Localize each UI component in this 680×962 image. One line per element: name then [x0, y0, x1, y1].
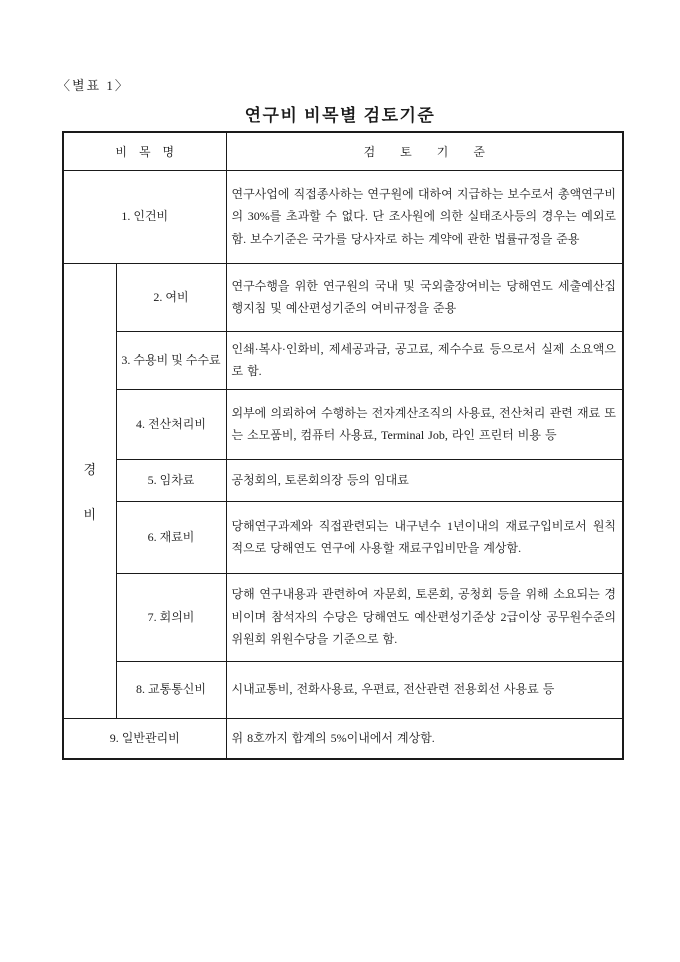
group-label-char: 경 — [83, 461, 97, 477]
item-name-cell: 7. 회의비 — [116, 573, 226, 661]
table-row — [63, 501, 623, 573]
table-row — [63, 389, 623, 459]
group-label-cell — [63, 263, 116, 718]
criteria-cell: 당해 연구내용과 관련하여 자문회, 토론회, 공청회 등을 위해 소요되는 경비이며 참석자의 수당은 당해연도 예산편성기준상 2급이상 공무원수준의 위원회 위원수당을 기준으로 함. — [226, 573, 623, 661]
criteria-cell: 당해연구과제와 직접관련되는 내구년수 1년이내의 재료구입비로서 원칙적으로 당해연도 연구에 사용할 재료구입비만을 계상함. — [226, 501, 623, 573]
table-header-row — [63, 132, 623, 170]
group-label-expenses — [64, 459, 116, 523]
header-review-criteria: 검 토 기 준 — [226, 132, 623, 170]
table-row — [63, 718, 623, 759]
item-name-cell: 6. 재료비 — [116, 501, 226, 573]
annex-label: 〈별표 1〉 — [57, 78, 130, 93]
table-row — [63, 170, 623, 263]
item-name-cell: 2. 여비 — [116, 263, 226, 331]
criteria-cell: 연구수행을 위한 연구원의 국내 및 국외출장여비는 당해연도 세출예산집행지침 및 예산편성기준의 여비규정을 준용 — [226, 263, 623, 331]
criteria-cell: 연구사업에 직접종사하는 연구원에 대하여 지급하는 보수로서 총액연구비의 30%를 초과할 수 없다. 단 조사원에 의한 실태조사등의 경우는 예외로 함. 보수기준은 국가를 당사자로 하는 계약에 관한 법률규정을 준용 — [226, 170, 623, 263]
item-name-cell: 5. 임차료 — [116, 459, 226, 501]
item-name-cell: 8. 교통통신비 — [116, 661, 226, 718]
criteria-cell: 위 8호까지 합계의 5%이내에서 계상함. — [226, 718, 623, 759]
item-name-cell: 3. 수용비 및 수수료 — [116, 331, 226, 389]
table-row — [63, 263, 623, 331]
criteria-table — [62, 131, 624, 760]
table-row — [63, 573, 623, 661]
header-item-name: 비 목 명 — [63, 132, 226, 170]
item-name-cell: 9. 일반관리비 — [63, 718, 226, 759]
page-title: 연구비 비목별 검토기준 — [244, 106, 436, 125]
group-label-char: 비 — [83, 506, 97, 522]
criteria-cell: 인쇄·복사·인화비, 제세공과금, 공고료, 제수수료 등으로서 실제 소요액으로 함. — [226, 331, 623, 389]
criteria-cell: 공청회의, 토론회의장 등의 임대료 — [226, 459, 623, 501]
table-row — [63, 331, 623, 389]
criteria-cell: 외부에 의뢰하여 수행하는 전자계산조직의 사용료, 전산처리 관련 재료 또는 소모품비, 컴퓨터 사용료, Terminal Job, 라인 프린터 비용 등 — [226, 389, 623, 459]
item-name-cell: 4. 전산처리비 — [116, 389, 226, 459]
item-name-cell: 1. 인건비 — [63, 170, 226, 263]
table-row — [63, 459, 623, 501]
table-row — [63, 661, 623, 718]
criteria-cell: 시내교통비, 전화사용료, 우편료, 전산관련 전용회선 사용료 등 — [226, 661, 623, 718]
